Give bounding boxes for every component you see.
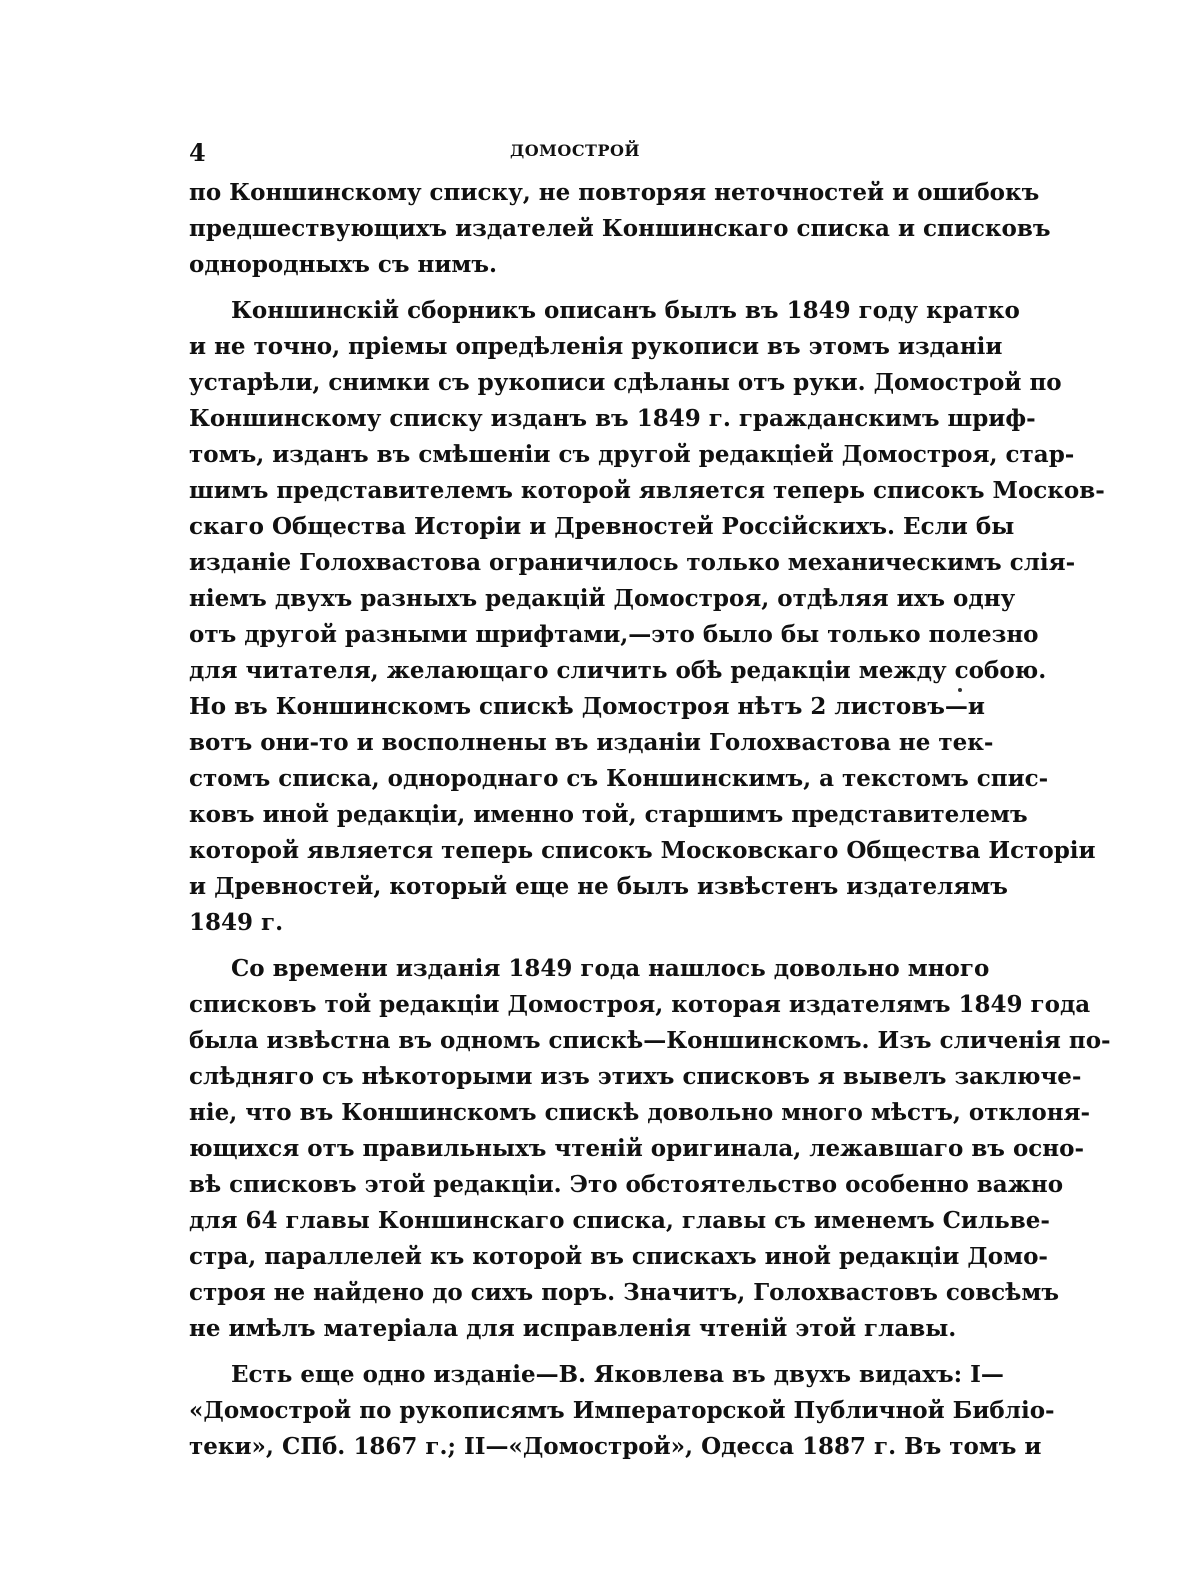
text-line: скаго Общества Исторіи и Древностей Россійскихъ. Если бы — [189, 513, 1015, 540]
text-line: ніемъ двухъ разныхъ редакцій Домостроя, отдѣляя ихъ одну — [189, 585, 1016, 612]
text-line: списковъ той редакціи Домостроя, которая издателямъ 1849 года — [189, 991, 1091, 1018]
body-text — [189, 175, 1111, 1465]
running-title: ДОМОСТРОЙ — [510, 141, 641, 160]
text-line: стомъ списка, однороднаго съ Коншинскимъ, а текстомъ спис- — [189, 765, 1049, 792]
text-line: для читателя, желающаго сличить обѣ редакціи между собою. — [189, 657, 1047, 684]
paragraph-gap — [189, 941, 941, 951]
text-line: томъ, изданъ въ смѣшеніи съ другой редакціей Домостроя, стар- — [189, 441, 1075, 468]
text-line: и Древностей, который еще не былъ извѣстенъ издателямъ — [189, 873, 1008, 900]
page-number: 4 — [189, 138, 206, 167]
text-line: ковъ иной редакціи, именно той, старшимъ представителемъ — [189, 801, 1028, 828]
text-line: однородныхъ съ нимъ. — [189, 251, 498, 278]
text-line: устарѣли, снимки съ рукописи сдѣланы отъ руки. Домострой по — [189, 369, 1062, 396]
text-line: ніе, что въ Коншинскомъ спискѣ довольно много мѣстъ, отклоня- — [189, 1099, 1091, 1126]
text-line: 1849 г. — [189, 909, 284, 936]
text-line: «Домострой по рукописямъ Императорской Публичной Библіо- — [189, 1397, 1055, 1424]
text-line: Но въ Коншинскомъ спискѣ Домостроя нѣтъ 2 листовъ—и — [189, 693, 985, 720]
text-line: Коншинскому списку изданъ въ 1849 г. гражданскимъ шриф- — [189, 405, 1036, 432]
text-line: изданіе Голохвастова ограничилось только механическимъ слія- — [189, 549, 1076, 576]
text-line: ющихся отъ правильныхъ чтеній оригинала, лежавшаго въ осно- — [189, 1135, 1085, 1162]
text-line: слѣдняго съ нѣкоторыми изъ этихъ списковъ я вывелъ заключе- — [189, 1063, 1082, 1090]
text-line: не имѣлъ матеріала для исправленія чтеній этой главы. — [189, 1315, 957, 1342]
text-line: по Коншинскому списку, не повторяя неточностей и ошибокъ — [189, 179, 1040, 206]
paragraph-gap — [189, 1347, 941, 1357]
text-line: отъ другой разными шрифтами,—это было бы только полезно — [189, 621, 1039, 648]
text-line: строя не найдено до сихъ поръ. Значитъ, Голохвастовъ совсѣмъ — [189, 1279, 1059, 1306]
text-line: шимъ представителемъ которой является теперь списокъ Москов- — [189, 477, 1105, 504]
scan-speck — [958, 688, 962, 692]
paragraph-gap — [189, 283, 941, 293]
text-line: вотъ они-то и восполнены въ изданіи Голохвастова не тек- — [189, 729, 994, 756]
text-line: стра, параллелей къ которой въ спискахъ иной редакціи Домо- — [189, 1243, 1048, 1270]
text-line: предшествующихъ издателей Коншинскаго списка и списковъ — [189, 215, 1051, 242]
text-line: Коншинскій сборникъ описанъ былъ въ 1849 году кратко — [231, 297, 1020, 324]
text-line: теки», СПб. 1867 г.; II—«Домострой», Одесса 1887 г. Въ томъ и — [189, 1433, 1042, 1460]
text-line: была извѣстна въ одномъ спискѣ—Коншинскомъ. Изъ сличенія по- — [189, 1027, 1111, 1054]
text-line: для 64 главы Коншинскаго списка, главы съ именемъ Сильве- — [189, 1207, 1050, 1234]
text-line: которой является теперь списокъ Московскаго Общества Исторіи — [189, 837, 1096, 864]
text-line: Есть еще одно изданіе—В. Яковлева въ двухъ видахъ: I— — [231, 1361, 1004, 1388]
text-line: Со времени изданія 1849 года нашлось довольно много — [231, 955, 990, 982]
text-line: и не точно, пріемы опредѣленія рукописи въ этомъ изданіи — [189, 333, 1003, 360]
text-line: вѣ списковъ этой редакціи. Это обстоятельство особенно важно — [189, 1171, 1064, 1198]
